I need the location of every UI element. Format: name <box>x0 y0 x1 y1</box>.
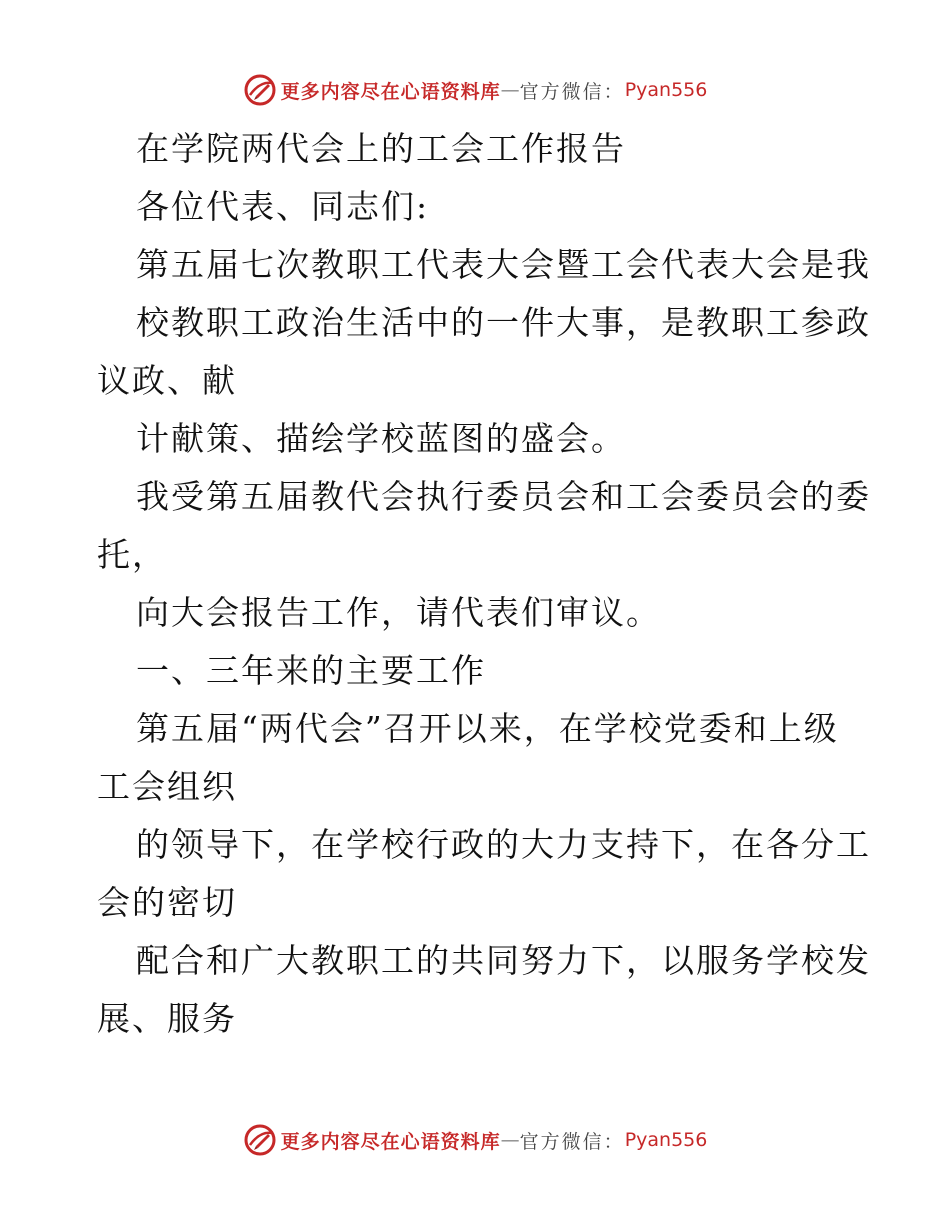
banner-wechat-id: Pyan556 <box>624 79 708 101</box>
pen-logo-icon <box>243 73 277 107</box>
banner-dash: — <box>500 1129 520 1151</box>
text-line: 托， <box>97 535 167 574</box>
text-line: 计献策、描绘学校蓝图的盛会。 <box>136 419 626 458</box>
text-line: 工会组织 <box>97 767 237 806</box>
text-line: 的领导下，在学校行政的大力支持下，在各分工 <box>136 825 871 864</box>
document-body <box>97 120 871 1048</box>
salutation: 各位代表、同志们: <box>136 187 430 226</box>
text-line: 第五届七次教职工代表大会暨工会代表大会是我 <box>136 245 871 284</box>
header-watermark-banner <box>0 70 950 110</box>
text-line: 我受第五届教代会执行委员会和工会委员会的委 <box>136 477 871 516</box>
text-line: 向大会报告工作，请代表们审议。 <box>136 593 661 632</box>
pen-logo-icon <box>243 1123 277 1157</box>
banner-wechat-id: Pyan556 <box>624 1129 708 1151</box>
text-line: 会的密切 <box>97 883 237 922</box>
text-line: 议政、献 <box>97 361 237 400</box>
banner-wechat-label: 官方微信： <box>519 80 625 103</box>
banner-dash: — <box>500 79 520 101</box>
text-line: 展、服务 <box>97 999 237 1038</box>
footer-watermark-banner <box>0 1120 950 1160</box>
document-title: 在学院两代会上的工会工作报告 <box>136 129 626 168</box>
banner-main-text: 更多内容尽在心语资料库 <box>280 1130 501 1153</box>
text-line: 配合和广大教职工的共同努力下，以服务学校发 <box>136 941 871 980</box>
text-line: 校教职工政治生活中的一件大事，是教职工参政 <box>136 303 871 342</box>
section-heading: 一、三年来的主要工作 <box>136 651 486 690</box>
banner-wechat-label: 官方微信： <box>519 1130 625 1153</box>
text-line: 第五届“两代会”召开以来，在学校党委和上级 <box>136 709 839 748</box>
banner-main-text: 更多内容尽在心语资料库 <box>280 80 501 103</box>
